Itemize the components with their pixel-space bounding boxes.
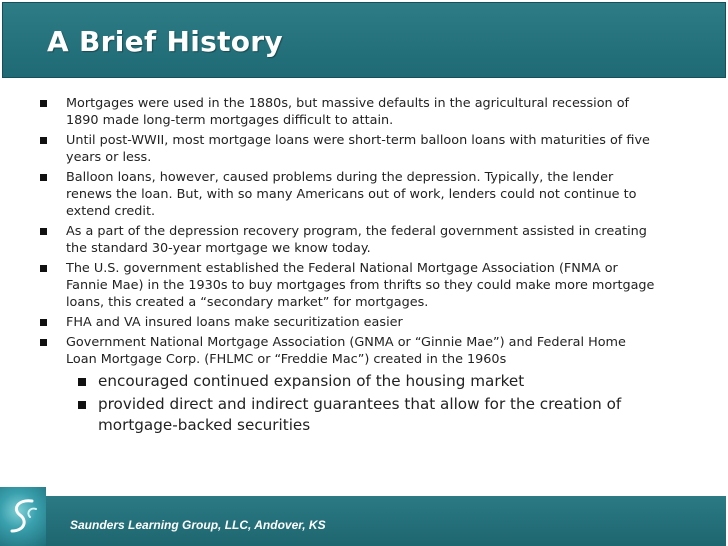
bullet-text: Balloon loans, however, caused problems during the depression. Typically, the lender renews the loan. But, with so many Americans out of work, lenders could not continue to extend credit. [66, 170, 637, 219]
bullet-marker-icon [40, 339, 47, 346]
sub-bullet-item [74, 394, 660, 436]
bullet-text: Mortgages were used in the 1880s, but massive defaults in the agricultural recession of 1890 made long-term mortgages difficult to attain. [66, 96, 630, 128]
bullet-list [36, 95, 660, 438]
bullet-text: Until post-WWII, most mortgage loans were short-term balloon loans with maturities of five years or less. [66, 133, 650, 165]
bullet-marker-icon [40, 228, 47, 235]
sub-bullet-text: encouraged continued expansion of the housing market [98, 372, 525, 390]
bullet-marker-icon [40, 319, 47, 326]
slide-title: A Brief History [47, 25, 283, 58]
bullet-marker-icon [40, 100, 47, 107]
sub-bullet-text: provided direct and indirect guarantees that allow for the creation of mortgage-backed securities [98, 395, 622, 434]
bullet-marker-icon [78, 401, 86, 409]
bullet-text: FHA and VA insured loans make securitization easier [66, 315, 403, 330]
bullet-item [36, 260, 660, 311]
bullet-item [36, 223, 660, 257]
bullet-marker-icon [78, 378, 86, 386]
bullet-item [36, 95, 660, 129]
swirl-logo-icon [0, 487, 47, 546]
bullet-item [36, 169, 660, 220]
bullet-text: Government National Mortgage Association (GNMA or “Ginnie Mae”) and Federal Home Loan Mortgage Corp. (FHLMC or “Freddie Mac”) created in the 1960s [66, 335, 626, 367]
sub-bullet-list [74, 371, 660, 436]
bullet-marker-icon [40, 174, 47, 181]
sub-bullet-item [74, 371, 660, 392]
bullet-text: As a part of the depression recovery program, the federal government assisted in creating the standard 30-year mortgage we know today. [66, 224, 647, 256]
bullet-marker-icon [40, 265, 47, 272]
bullet-marker-icon [40, 137, 47, 144]
footer-band [46, 496, 726, 546]
title-band [2, 2, 726, 78]
footer-text: Saunders Learning Group, LLC, Andover, KS [70, 518, 326, 532]
bullet-item [36, 334, 660, 368]
bullet-item [36, 132, 660, 166]
bullet-text: The U.S. government established the Federal National Mortgage Association (FNMA or Fannie Mae) in the 1930s to buy mortgages from thrifts so they could make more mortgage loans, this created a “secondary market” for mortgages. [66, 261, 655, 310]
bullet-item [36, 314, 660, 331]
